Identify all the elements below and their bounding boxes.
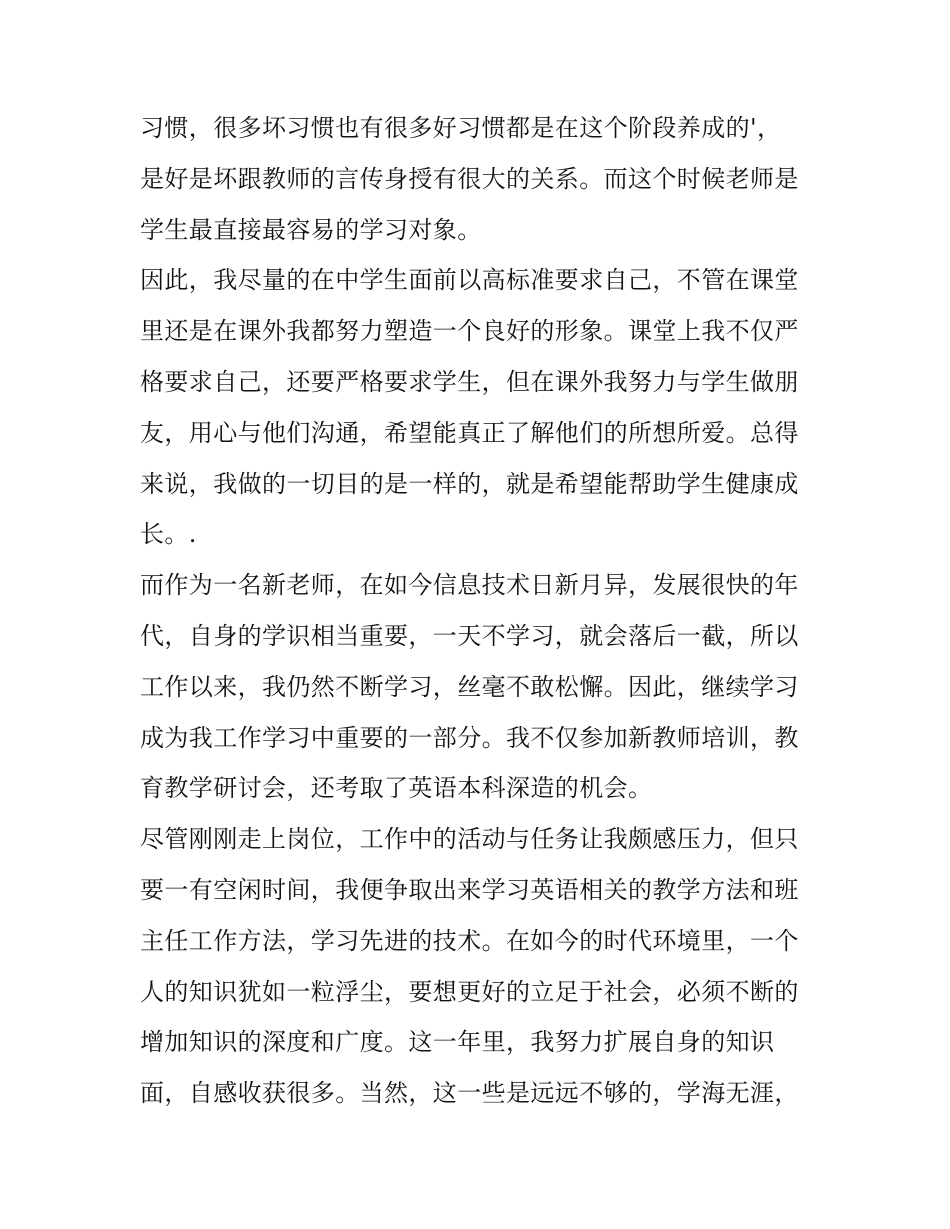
text-line: 面，自感收获很多。当然，这一些是远远不够的，学海无涯， xyxy=(140,1079,799,1108)
text-line: 友，用心与他们沟通，希望能真正了解他们的所想所爱。总得 xyxy=(140,418,799,447)
text-line: 要一有空闲时间，我便争取出来学习英语相关的教学方法和班 xyxy=(140,875,799,904)
text-line: 长。. xyxy=(140,520,197,549)
body-text xyxy=(140,103,820,1119)
text-line: 来说，我做的一切目的是一样的，就是希望能帮助学生健康成 xyxy=(140,469,799,498)
text-line: 学生最直接最容易的学习对象。 xyxy=(140,215,482,244)
text-line: 代，自身的学识相当重要，一天不学习，就会落后一截，所以 xyxy=(140,621,799,650)
text-line: 人的知识犹如一粒浮尘，要想更好的立足于社会，必须不断的 xyxy=(140,977,799,1006)
text-line: 里还是在课外我都努力塑造一个良好的形象。课堂上我不仅严 xyxy=(140,317,799,346)
text-line: 因此，我尽量的在中学生面前以高标准要求自己，不管在课堂 xyxy=(140,266,799,295)
text-line: 尽管刚刚走上岗位，工作中的活动与任务让我颇感压力，但只 xyxy=(140,825,799,854)
text-line: 习惯，很多坏习惯也有很多好习惯都是在这个阶段养成的'， xyxy=(140,114,782,142)
text-line: 而作为一名新老师，在如今信息技术日新月异，发展很快的年 xyxy=(140,571,799,600)
text-line: 是好是坏跟教师的言传身授有很大的关系。而这个时候老师是 xyxy=(140,164,799,193)
text-line: 增加知识的深度和广度。这一年里，我努力扩展自身的知识 xyxy=(140,1028,775,1057)
text-line: 格要求自己，还要严格要求学生，但在课外我努力与学生做朋 xyxy=(140,367,799,396)
text-line: 主任工作方法，学习先进的技术。在如今的时代环境里，一个 xyxy=(140,926,799,955)
text-line: 成为我工作学习中重要的一部分。我不仅参加新教师培训，教 xyxy=(140,723,799,752)
text-line: 育教学研讨会，还考取了英语本科深造的机会。 xyxy=(140,774,653,803)
text-line: 工作以来，我仍然不断学习，丝毫不敢松懈。因此，继续学习 xyxy=(140,672,799,701)
